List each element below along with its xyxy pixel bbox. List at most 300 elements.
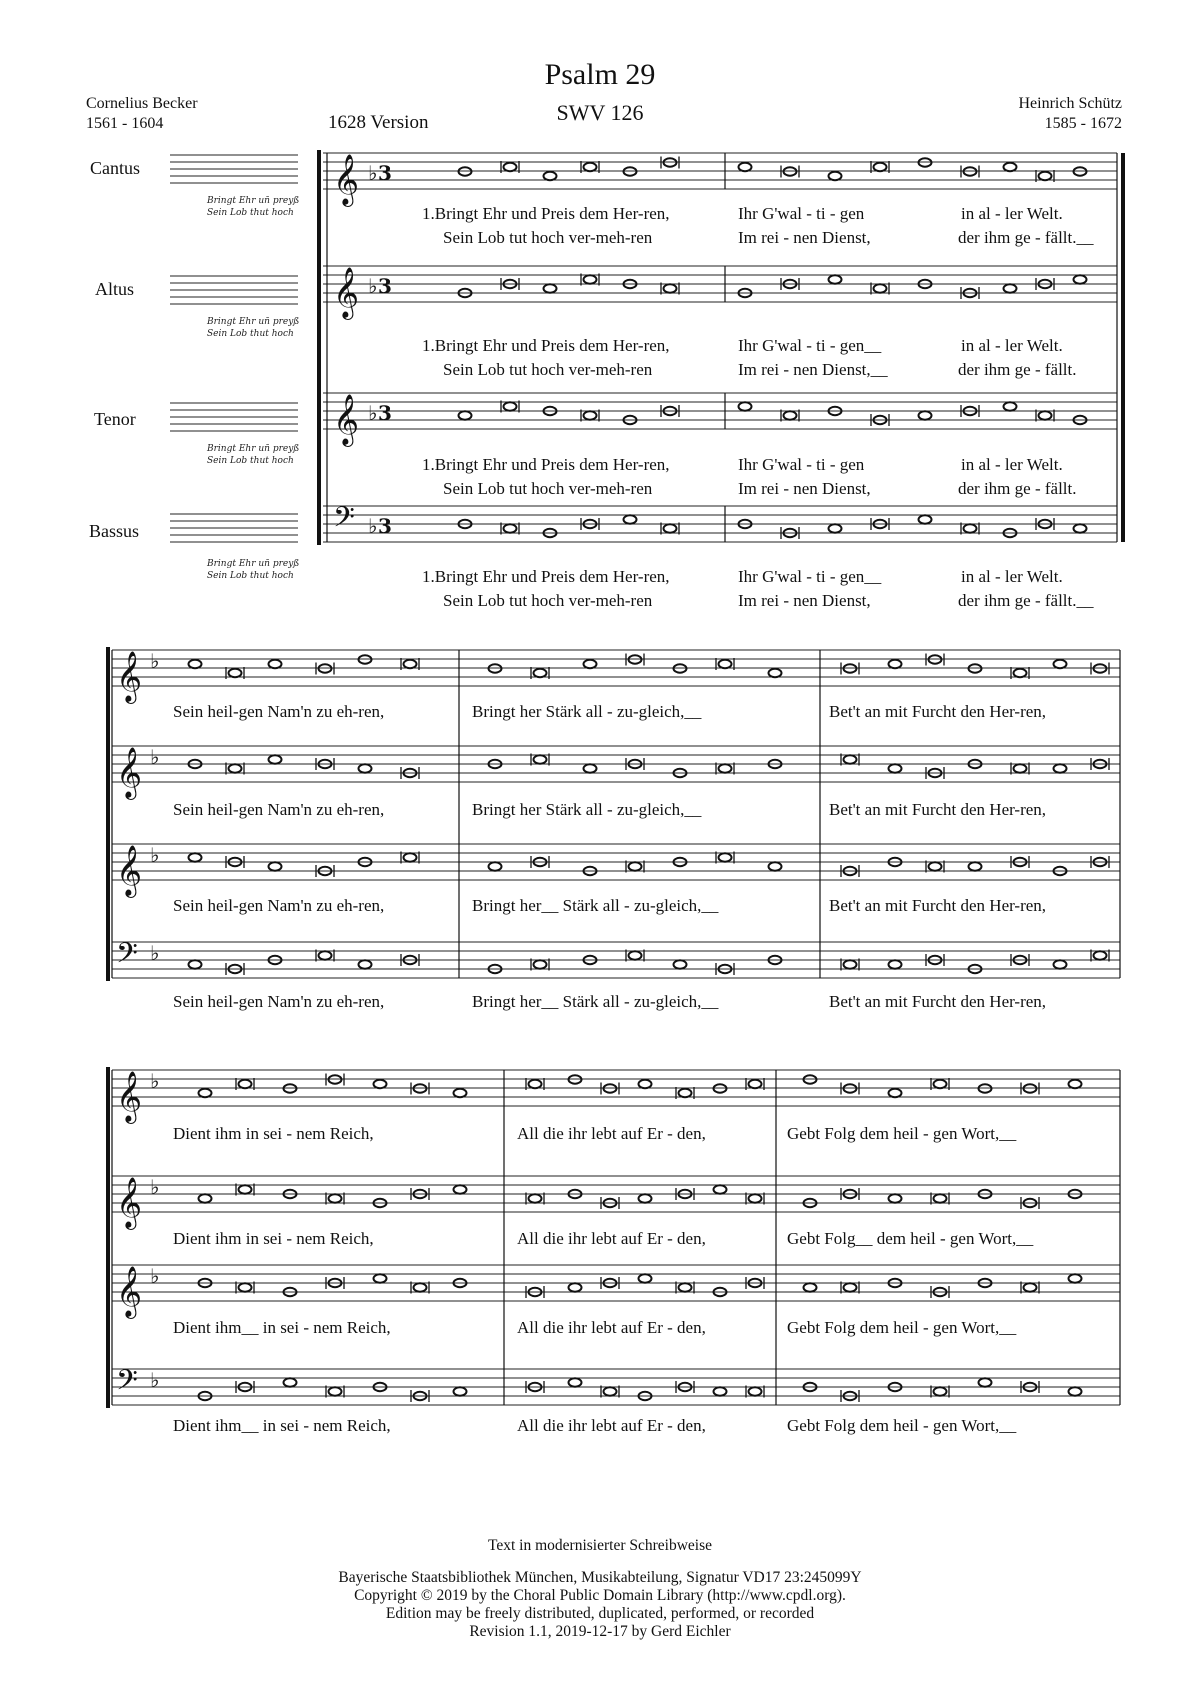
note-head [679,1383,692,1391]
note-head [844,1084,857,1092]
note-head [829,407,842,415]
lyric-s1-altus-v1-m2: Ihr G'wal - ti - gen__ [738,336,882,355]
note-head [239,1283,252,1291]
note-head [414,1190,427,1198]
part-name-bassus: Bassus [89,521,140,541]
bass-clef-icon: 𝄢 [116,1364,138,1404]
note-head [459,289,472,297]
svg-text:♭: ♭ [368,514,378,538]
poet-name: Cornelius Becker [86,95,198,112]
note-head [1094,951,1107,959]
note-head [769,669,782,677]
bass-clef-icon: 𝄢 [116,937,138,977]
note-head [784,411,797,419]
note-head [629,862,642,870]
note-head [189,960,202,968]
note-head [284,1378,297,1386]
note-head [529,1080,542,1088]
note-head [624,416,637,424]
note-head [459,520,472,528]
note-head [969,760,982,768]
treble-clef-icon: 𝄞 [333,154,360,205]
note-head [829,172,842,180]
note-head [934,1387,947,1395]
note-head [919,515,932,523]
note-head [749,1080,762,1088]
note-head [739,402,752,410]
note-head [639,1080,652,1088]
note-head [329,1194,342,1202]
note-head [1074,167,1087,175]
note-head [1024,1199,1037,1207]
lyric-s2-cantus-m3: Bet't an mit Furcht den Her-ren, [829,702,1047,721]
note-head [459,411,472,419]
note-head [269,956,282,964]
lyric-s2-altus-m1: Sein heil-gen Nam'n zu eh-ren, [173,800,385,819]
note-head [784,529,797,537]
note-head [934,1080,947,1088]
treble-clef-icon: 𝄞 [116,747,143,798]
incipit-lyrics-bassus: Bringt Ehr un̄ preyß Sein Lob thut hoch [207,559,300,581]
lyric-s1-cantus-v1-m3: in al - ler Welt. [961,204,1063,223]
note-head [1054,660,1067,668]
lyric-s2-cantus-m1: Sein heil-gen Nam'n zu eh-ren, [173,702,385,721]
note-head [889,764,902,772]
treble-clef-icon: 𝄞 [116,845,143,896]
note-head [604,1279,617,1287]
lyric-s1-bassus-v1-m2: Ihr G'wal - ti - gen__ [738,567,882,586]
note-head [504,280,517,288]
note-head [874,284,887,292]
note-head [329,1387,342,1395]
note-head [239,1383,252,1391]
note-head [1004,402,1017,410]
note-head [979,1190,992,1198]
note-head [544,529,557,537]
note-head [359,655,372,663]
note-head [674,664,687,672]
note-head [719,965,732,973]
lyric-s3-bassus-m3: Gebt Folg dem heil - gen Wort,__ [787,1416,1017,1435]
note-head [844,1283,857,1291]
lyric-s3-cantus-m3: Gebt Folg dem heil - gen Wort,__ [787,1124,1017,1143]
incipit-lyrics-tenor: Bringt Ehr un̄ preyß Sein Lob thut hoch [207,444,300,466]
note-head [769,862,782,870]
note-head [374,1383,387,1391]
note-head [664,284,677,292]
note-head [844,1392,857,1400]
note-head [1039,520,1052,528]
note-head [749,1387,762,1395]
note-head [189,760,202,768]
note-head [919,411,932,419]
note-head [529,1288,542,1296]
lyric-s1-cantus-v1-m1: 1.Bringt Ehr und Preis dem Her-ren, [422,204,670,223]
lyric-s3-bassus-m1: Dient ihm__ in sei - nem Reich, [173,1416,391,1435]
note-head [199,1089,212,1097]
lyric-s1-tenor-v2-m3: der ihm ge - fällt. [958,479,1077,498]
bass-clef-icon: 𝄢 [333,501,355,541]
footer-revision: Revision 1.1, 2019-12-17 by Gerd Eichler [469,1623,731,1640]
note-head [239,1080,252,1088]
note-head [529,1194,542,1202]
note-head [329,1279,342,1287]
note-head [229,764,242,772]
note-head [1094,760,1107,768]
note-head [269,755,282,763]
note-head [804,1075,817,1083]
note-head [1014,669,1027,677]
note-head [584,867,597,875]
composer-dates: 1585 - 1672 [1044,115,1122,132]
page-subtitle: SWV 126 [556,100,644,125]
note-head [1024,1383,1037,1391]
note-head [964,289,977,297]
note-head [979,1279,992,1287]
svg-text:♭: ♭ [150,1175,160,1199]
note-head [454,1387,467,1395]
footer-license: Edition may be freely distributed, duplicated, performed, or recorded [385,1605,815,1622]
note-head [1094,858,1107,866]
note-head [189,660,202,668]
note-head [489,664,502,672]
note-head [1039,411,1052,419]
note-head [979,1084,992,1092]
svg-text:♭: ♭ [150,1368,160,1392]
note-head [414,1084,427,1092]
note-head [504,402,517,410]
note-head [664,407,677,415]
lyric-s2-bassus-m3: Bet't an mit Furcht den Her-ren, [829,992,1047,1011]
treble-clef-icon: 𝄞 [116,1177,143,1228]
treble-clef-icon: 𝄞 [333,267,360,318]
note-head [569,1190,582,1198]
note-head [674,960,687,968]
note-head [929,655,942,663]
lyric-s1-altus-v2-m3: der ihm ge - fällt. [958,360,1077,379]
note-head [459,167,472,175]
note-head [569,1378,582,1386]
note-head [844,664,857,672]
note-head [414,1392,427,1400]
note-head [584,660,597,668]
note-head [189,853,202,861]
svg-text:♭: ♭ [368,401,378,425]
lyric-s2-tenor-m3: Bet't an mit Furcht den Her-ren, [829,896,1047,915]
svg-text:♭: ♭ [150,649,160,673]
note-head [889,1279,902,1287]
note-head [544,172,557,180]
note-head [874,520,887,528]
note-head [874,163,887,171]
note-head [889,960,902,968]
lyric-s1-altus-v2-m2: Im rei - nen Dienst,__ [738,360,888,379]
note-head [199,1194,212,1202]
note-head [404,660,417,668]
note-head [359,764,372,772]
note-head [769,760,782,768]
lyric-s1-altus-v2-m1: Sein Lob tut hoch ver-meh-ren [443,360,653,379]
lyric-s1-altus-v1-m1: 1.Bringt Ehr und Preis dem Her-ren, [422,336,670,355]
note-head [359,960,372,968]
note-head [664,524,677,532]
svg-text:♭: ♭ [150,941,160,965]
note-head [714,1084,727,1092]
svg-text:♭: ♭ [150,1264,160,1288]
note-head [604,1199,617,1207]
incipit-lyrics-cantus: Bringt Ehr un̄ preyß Sein Lob thut hoch [207,196,300,218]
note-head [969,862,982,870]
note-head [284,1288,297,1296]
note-head [919,158,932,166]
note-head [679,1089,692,1097]
note-head [229,669,242,677]
lyric-s1-cantus-v2-m2: Im rei - nen Dienst, [738,228,871,247]
svg-text:♭: ♭ [150,745,160,769]
note-head [534,755,547,763]
lyric-s3-cantus-m2: All die ihr lebt auf Er - den, [517,1124,706,1143]
part-name-cantus: Cantus [90,158,141,178]
note-head [1069,1387,1082,1395]
note-head [604,1387,617,1395]
note-head [804,1199,817,1207]
lyric-s1-tenor-v1-m2: Ihr G'wal - ti - gen [738,455,865,474]
note-head [829,275,842,283]
note-head [844,960,857,968]
svg-text:♭: ♭ [150,1069,160,1093]
lyric-s2-cantus-m2: Bringt her Stärk all - zu-gleich,__ [472,702,702,721]
treble-clef-icon: 𝄞 [116,651,143,702]
note-head [739,289,752,297]
note-head [489,965,502,973]
note-head [1069,1080,1082,1088]
treble-clef-icon: 𝄞 [333,394,360,445]
note-head [374,1080,387,1088]
note-head [639,1392,652,1400]
note-head [784,280,797,288]
note-head [1054,867,1067,875]
note-head [969,664,982,672]
note-head [1014,764,1027,772]
note-head [624,167,637,175]
lyric-s2-bassus-m1: Sein heil-gen Nam'n zu eh-ren, [173,992,385,1011]
note-head [1039,172,1052,180]
part-name-altus: Altus [95,279,135,299]
note-head [489,862,502,870]
note-head [964,524,977,532]
version-label: 1628 Version [328,112,429,133]
note-head [739,520,752,528]
note-head [889,1089,902,1097]
note-head [414,1283,427,1291]
lyric-s1-tenor-v2-m2: Im rei - nen Dienst, [738,479,871,498]
lyric-s1-bassus-v2-m1: Sein Lob tut hoch ver-meh-ren [443,591,653,610]
note-head [639,1274,652,1282]
note-head [319,867,332,875]
lyric-s1-cantus-v2-m3: der ihm ge - fällt.__ [958,228,1094,247]
note-head [629,760,642,768]
note-head [749,1279,762,1287]
note-head [769,956,782,964]
note-head [624,280,637,288]
part-name-tenor: Tenor [94,409,136,429]
note-head [1069,1274,1082,1282]
note-head [969,965,982,973]
note-head [534,669,547,677]
note-head [529,1383,542,1391]
lyric-s1-altus-v1-m3: in al - ler Welt. [961,336,1063,355]
svg-text:♭: ♭ [150,843,160,867]
lyric-s2-altus-m2: Bringt her Stärk all - zu-gleich,__ [472,800,702,819]
lyric-s1-bassus-v2-m2: Im rei - nen Dienst, [738,591,871,610]
note-head [569,1283,582,1291]
note-head [889,858,902,866]
note-head [454,1279,467,1287]
note-head [844,1190,857,1198]
lyric-s3-cantus-m1: Dient ihm in sei - nem Reich, [173,1124,374,1143]
lyric-s3-altus-m2: All die ihr lebt auf Er - den, [517,1229,706,1248]
lyric-s3-bassus-m2: All die ihr lebt auf Er - den, [517,1416,706,1435]
note-head [749,1194,762,1202]
note-head [889,1194,902,1202]
note-head [1014,858,1027,866]
note-head [1074,524,1087,532]
note-head [374,1274,387,1282]
note-head [844,755,857,763]
lyric-s1-bassus-v1-m3: in al - ler Welt. [961,567,1063,586]
note-head [629,951,642,959]
note-head [934,1288,947,1296]
composer-name: Heinrich Schütz [1018,95,1122,112]
note-head [544,284,557,292]
note-head [319,951,332,959]
lyric-s2-tenor-m2: Bringt her__ Stärk all - zu-gleich,__ [472,896,719,915]
note-head [1039,280,1052,288]
note-head [679,1283,692,1291]
note-head [269,862,282,870]
svg-text:3: 3 [378,274,392,298]
note-head [284,1084,297,1092]
note-head [674,769,687,777]
footer-copyright: Copyright © 2019 by the Choral Public Domain Library (http://www.cpdl.org). [354,1587,846,1604]
note-head [889,1383,902,1391]
note-head [1024,1084,1037,1092]
note-head [804,1283,817,1291]
note-head [1074,416,1087,424]
note-head [624,515,637,523]
lyric-s1-cantus-v2-m1: Sein Lob tut hoch ver-meh-ren [443,228,653,247]
note-head [1094,664,1107,672]
footer-note: Text in modernisierter Schreibweise [487,1537,713,1554]
note-head [199,1392,212,1400]
note-head [504,163,517,171]
note-head [284,1190,297,1198]
note-head [359,858,372,866]
note-head [584,764,597,772]
note-head [1004,163,1017,171]
note-head [404,769,417,777]
lyric-s3-altus-m1: Dient ihm in sei - nem Reich, [173,1229,374,1248]
lyric-s3-tenor-m2: All die ihr lebt auf Er - den, [517,1318,706,1337]
incipit-lyrics-altus: Bringt Ehr un̄ preyß Sein Lob thut hoch [207,317,300,339]
note-head [979,1378,992,1386]
note-head [584,275,597,283]
svg-text:3: 3 [378,161,392,185]
treble-clef-icon: 𝄞 [116,1071,143,1122]
note-head [1014,956,1027,964]
note-head [874,416,887,424]
note-head [1054,764,1067,772]
note-head [229,965,242,973]
page-title: Psalm 29 [544,58,656,91]
note-head [199,1279,212,1287]
note-head [569,1075,582,1083]
note-head [454,1185,467,1193]
note-head [844,867,857,875]
note-head [639,1194,652,1202]
lyric-s1-tenor-v2-m1: Sein Lob tut hoch ver-meh-ren [443,479,653,498]
note-head [454,1089,467,1097]
note-head [319,664,332,672]
note-head [404,853,417,861]
note-head [934,1194,947,1202]
note-head [929,769,942,777]
note-head [929,956,942,964]
note-head [679,1190,692,1198]
note-head [404,956,417,964]
note-head [374,1199,387,1207]
lyric-s1-tenor-v1-m3: in al - ler Welt. [961,455,1063,474]
note-head [784,167,797,175]
note-head [544,407,557,415]
note-head [534,858,547,866]
note-head [1004,284,1017,292]
note-head [719,764,732,772]
note-head [664,158,677,166]
note-head [584,411,597,419]
note-head [1054,960,1067,968]
treble-clef-icon: 𝄞 [116,1266,143,1317]
note-head [329,1075,342,1083]
note-head [714,1288,727,1296]
lyric-s1-tenor-v1-m1: 1.Bringt Ehr und Preis dem Her-ren, [422,455,670,474]
note-head [1074,275,1087,283]
lyric-s2-altus-m3: Bet't an mit Furcht den Her-ren, [829,800,1047,819]
note-head [604,1084,617,1092]
note-head [889,660,902,668]
svg-text:♭: ♭ [368,161,378,185]
note-head [1069,1190,1082,1198]
svg-text:3: 3 [378,401,392,425]
note-head [919,280,932,288]
note-head [964,167,977,175]
lyric-s2-bassus-m2: Bringt her__ Stärk all - zu-gleich,__ [472,992,719,1011]
note-head [714,1185,727,1193]
note-head [1004,529,1017,537]
svg-text:3: 3 [378,514,392,538]
lyric-s1-cantus-v1-m2: Ihr G'wal - ti - gen [738,204,865,223]
note-head [584,163,597,171]
lyric-s3-tenor-m1: Dient ihm__ in sei - nem Reich, [173,1318,391,1337]
lyric-s1-bassus-v2-m3: der ihm ge - fällt.__ [958,591,1094,610]
note-head [319,760,332,768]
note-head [584,520,597,528]
note-head [739,163,752,171]
note-head [964,407,977,415]
svg-text:♭: ♭ [368,274,378,298]
note-head [229,858,242,866]
lyric-s3-tenor-m3: Gebt Folg dem heil - gen Wort,__ [787,1318,1017,1337]
